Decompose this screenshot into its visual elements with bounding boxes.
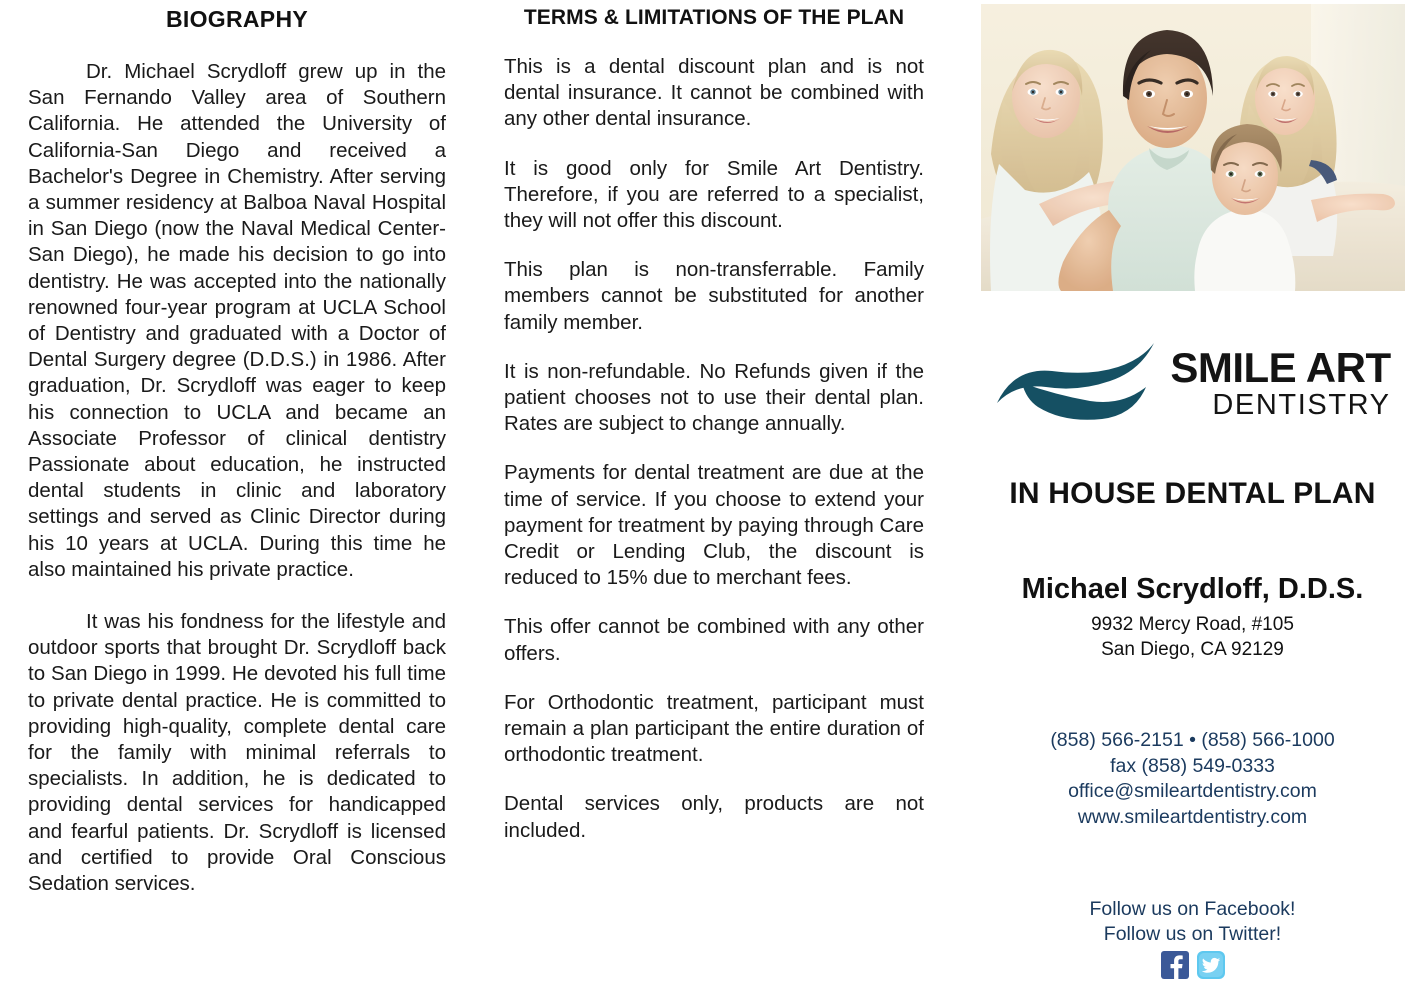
practice-address <box>960 612 1425 662</box>
social-follow-text <box>960 897 1425 947</box>
smile-art-logo <box>960 337 1425 429</box>
biography-paragraph-1: Dr. Michael Scrydloff grew up in the San Fernando Valley area of Southern California. He attended the University of California-San Diego and received a Bachelor's Degree in Chemistry. After serving a summer residency at Balboa Naval Hospital in San Diego (now the Naval Medical Center-San Diego), he made his decision to go into dentistry. He was accepted into the nationally renowned four-year program at UCLA School of Dentistry and graduated with a Doctor of Dental Surgery degree (D.D.S.) in 1986. After graduation, Dr. Scrydloff was eager to keep his connection to UCLA and became an Associate Professor of clinical dentistry Passionate about education, he instructed dental students in clinic and laboratory settings and served as Clinic Director during his 10 years at UCLA. During this time he also maintained his private practice. <box>28 60 446 581</box>
plan-title: IN HOUSE DENTAL PLAN <box>1009 477 1376 510</box>
facebook-icon[interactable] <box>1161 951 1189 979</box>
follow-facebook-text: Follow us on Facebook! <box>1089 898 1296 920</box>
terms-title: TERMS & LIMITATIONS OF THE PLAN <box>523 6 905 29</box>
address-line-1: 9932 Mercy Road, #105 <box>1091 614 1294 635</box>
address-line-2: San Diego, CA 92129 <box>1101 639 1284 660</box>
phone-numbers[interactable]: (858) 566-2151 • (858) 566-1000 <box>1050 729 1335 751</box>
website-url[interactable]: www.smileartdentistry.com <box>1077 805 1308 828</box>
terms-paragraph-5: Payments for dental treatment are due at the time of service. If you choose to extend your payment for treatment by paying through Care Credit or Lending Club, the discount is reduced to 15% due to merchant fees. <box>504 461 924 590</box>
terms-paragraph-6: This offer cannot be combined with any other offers. <box>504 615 924 665</box>
biography-title: BIOGRAPHY <box>166 6 308 32</box>
biography-column <box>28 6 446 923</box>
biography-paragraph-2: It was his fondness for the lifestyle and outdoor sports that brought Dr. Scrydloff back to San Diego in 1999. He devoted his full time to private dental practice. He is committed to providing high-quality, complete dental care for the family with minimal referrals to specialists. In addition, he is dedicated to providing dental services for handicapped and fearful patients. Dr. Scrydloff is licensed and certified to provide Oral Conscious Sedation services. <box>28 610 446 896</box>
family-photo <box>981 4 1405 291</box>
follow-twitter-text: Follow us on Twitter! <box>1103 923 1282 945</box>
cover-column <box>960 0 1425 989</box>
logo-wordmark <box>1170 343 1391 421</box>
logo-name-primary: SMILE ART <box>1170 343 1391 391</box>
fax-number: fax (858) 549-0333 <box>1110 754 1275 777</box>
contact-info <box>960 728 1425 830</box>
terms-paragraph-3: This plan is non-transferrable. Family members cannot be substituted for another family member. <box>504 258 924 334</box>
swoosh-icon <box>994 339 1164 427</box>
twitter-icon[interactable] <box>1197 951 1225 979</box>
terms-column <box>504 6 924 844</box>
email-address[interactable]: office@smileartdentistry.com <box>1068 780 1317 802</box>
logo-name-secondary: DENTISTRY <box>1212 388 1391 421</box>
terms-paragraph-8: Dental services only, products are not included. <box>504 792 924 842</box>
social-icons <box>960 951 1425 979</box>
terms-paragraph-1: This is a dental discount plan and is not dental insurance. It cannot be combined with any other dental insurance. <box>504 55 924 131</box>
terms-paragraph-2: It is good only for Smile Art Dentistry. Therefore, if you are referred to a specialist, they will not offer this discount. <box>504 156 924 233</box>
terms-paragraph-7: For Orthodontic treatment, participant must remain a plan participant the entire duration of orthodontic treatment. <box>504 690 924 767</box>
doctor-name: Michael Scrydloff, D.D.S. <box>1021 573 1364 605</box>
terms-paragraph-4: It is non-refundable. No Refunds given if the patient chooses not to use their dental plan. Rates are subject to change annually. <box>504 359 924 436</box>
